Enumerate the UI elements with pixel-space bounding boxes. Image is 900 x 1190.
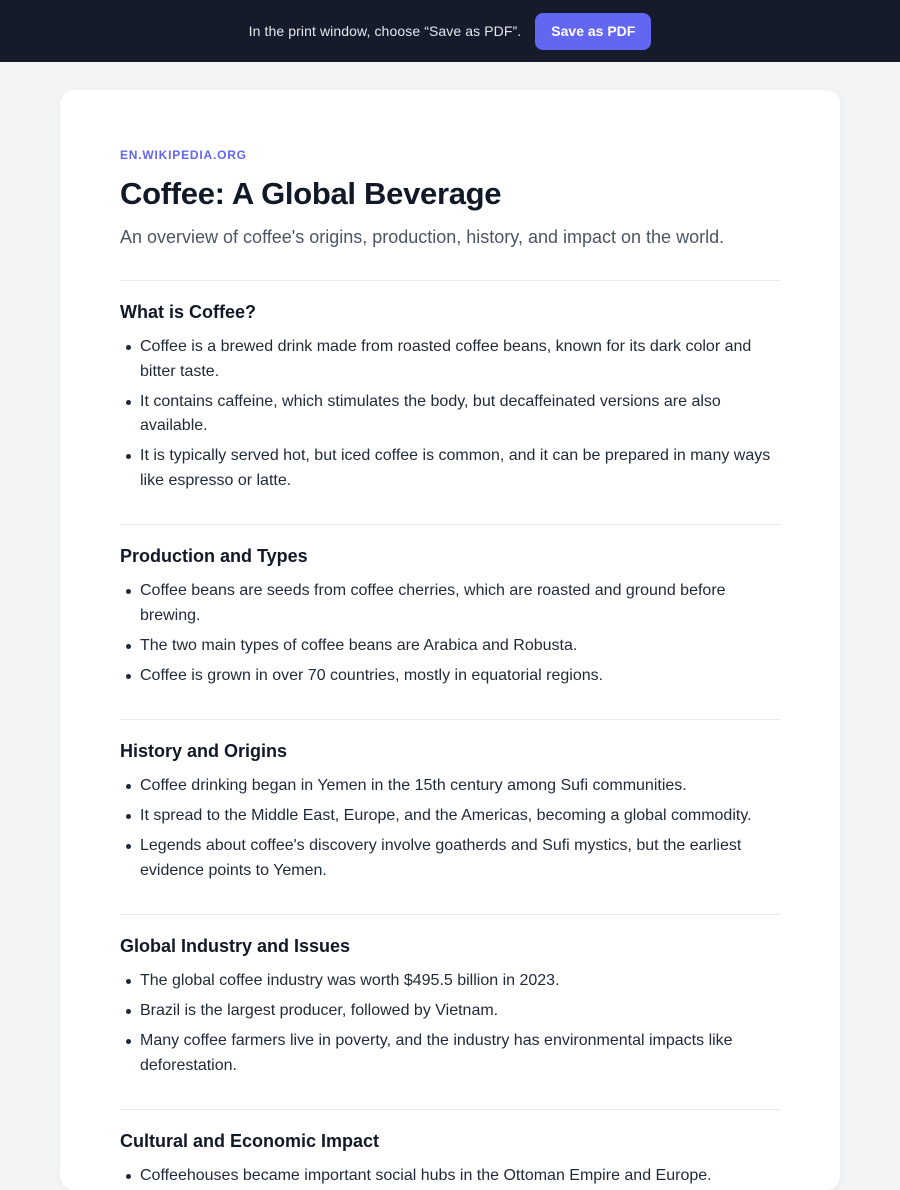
page-subtitle: An overview of coffee's origins, production, history, and impact on the world.: [120, 227, 725, 247]
list-item: Legends about coffee's discovery involve goatherds and Sufi mystics, but the earliest evidence points to Yemen.: [120, 834, 780, 883]
list-item: The global coffee industry was worth $495.5 billion in 2023.: [120, 969, 780, 994]
section-what-is-coffee: [120, 280, 780, 493]
list-item: Coffeehouses became important social hubs in the Ottoman Empire and Europe.: [120, 1164, 780, 1189]
bullet-list: [120, 969, 780, 1078]
list-item: It spread to the Middle East, Europe, and the Americas, becoming a global commodity.: [120, 804, 780, 829]
bullet-list: [120, 1164, 780, 1189]
section-heading: What is Coffee?: [120, 302, 257, 323]
list-item: Brazil is the largest producer, followed by Vietnam.: [120, 999, 780, 1024]
page-title: Coffee: A Global Beverage: [120, 176, 502, 211]
print-instruction-text: In the print window, choose “Save as PDF”.: [248, 23, 522, 39]
section-production-and-types: [120, 524, 780, 688]
section-heading: Cultural and Economic Impact: [120, 1131, 380, 1152]
list-item: Coffee drinking began in Yemen in the 15th century among Sufi communities.: [120, 774, 780, 799]
section-heading: Production and Types: [120, 546, 308, 567]
list-item: Many coffee farmers live in poverty, and the industry has environmental impacts like deforestation.: [120, 1029, 780, 1078]
print-toolbar: [0, 0, 900, 62]
bullet-list: [120, 335, 780, 493]
list-item: Coffee is grown in over 70 countries, mostly in equatorial regions.: [120, 664, 780, 689]
bullet-list: [120, 774, 780, 883]
list-item: The two main types of coffee beans are Arabica and Robusta.: [120, 634, 780, 659]
source-domain: EN.WIKIPEDIA.ORG: [120, 148, 247, 162]
section-cultural-and-economic-impact: [120, 1109, 780, 1189]
list-item: Coffee beans are seeds from coffee cherries, which are roasted and ground before brewing.: [120, 579, 780, 628]
save-as-pdf-button[interactable]: Save as PDF: [535, 13, 651, 50]
list-item: It is typically served hot, but iced coffee is common, and it can be prepared in many ways like espresso or latte.: [120, 444, 780, 493]
section-heading: History and Origins: [120, 741, 288, 762]
section-global-industry-and-issues: [120, 914, 780, 1078]
section-heading: Global Industry and Issues: [120, 936, 351, 957]
section-history-and-origins: [120, 719, 780, 883]
list-item: Coffee is a brewed drink made from roasted coffee beans, known for its dark color and bitter taste.: [120, 335, 780, 384]
bullet-list: [120, 579, 780, 688]
article-card: [60, 90, 840, 1190]
list-item: It contains caffeine, which stimulates the body, but decaffeinated versions are also available.: [120, 390, 780, 439]
